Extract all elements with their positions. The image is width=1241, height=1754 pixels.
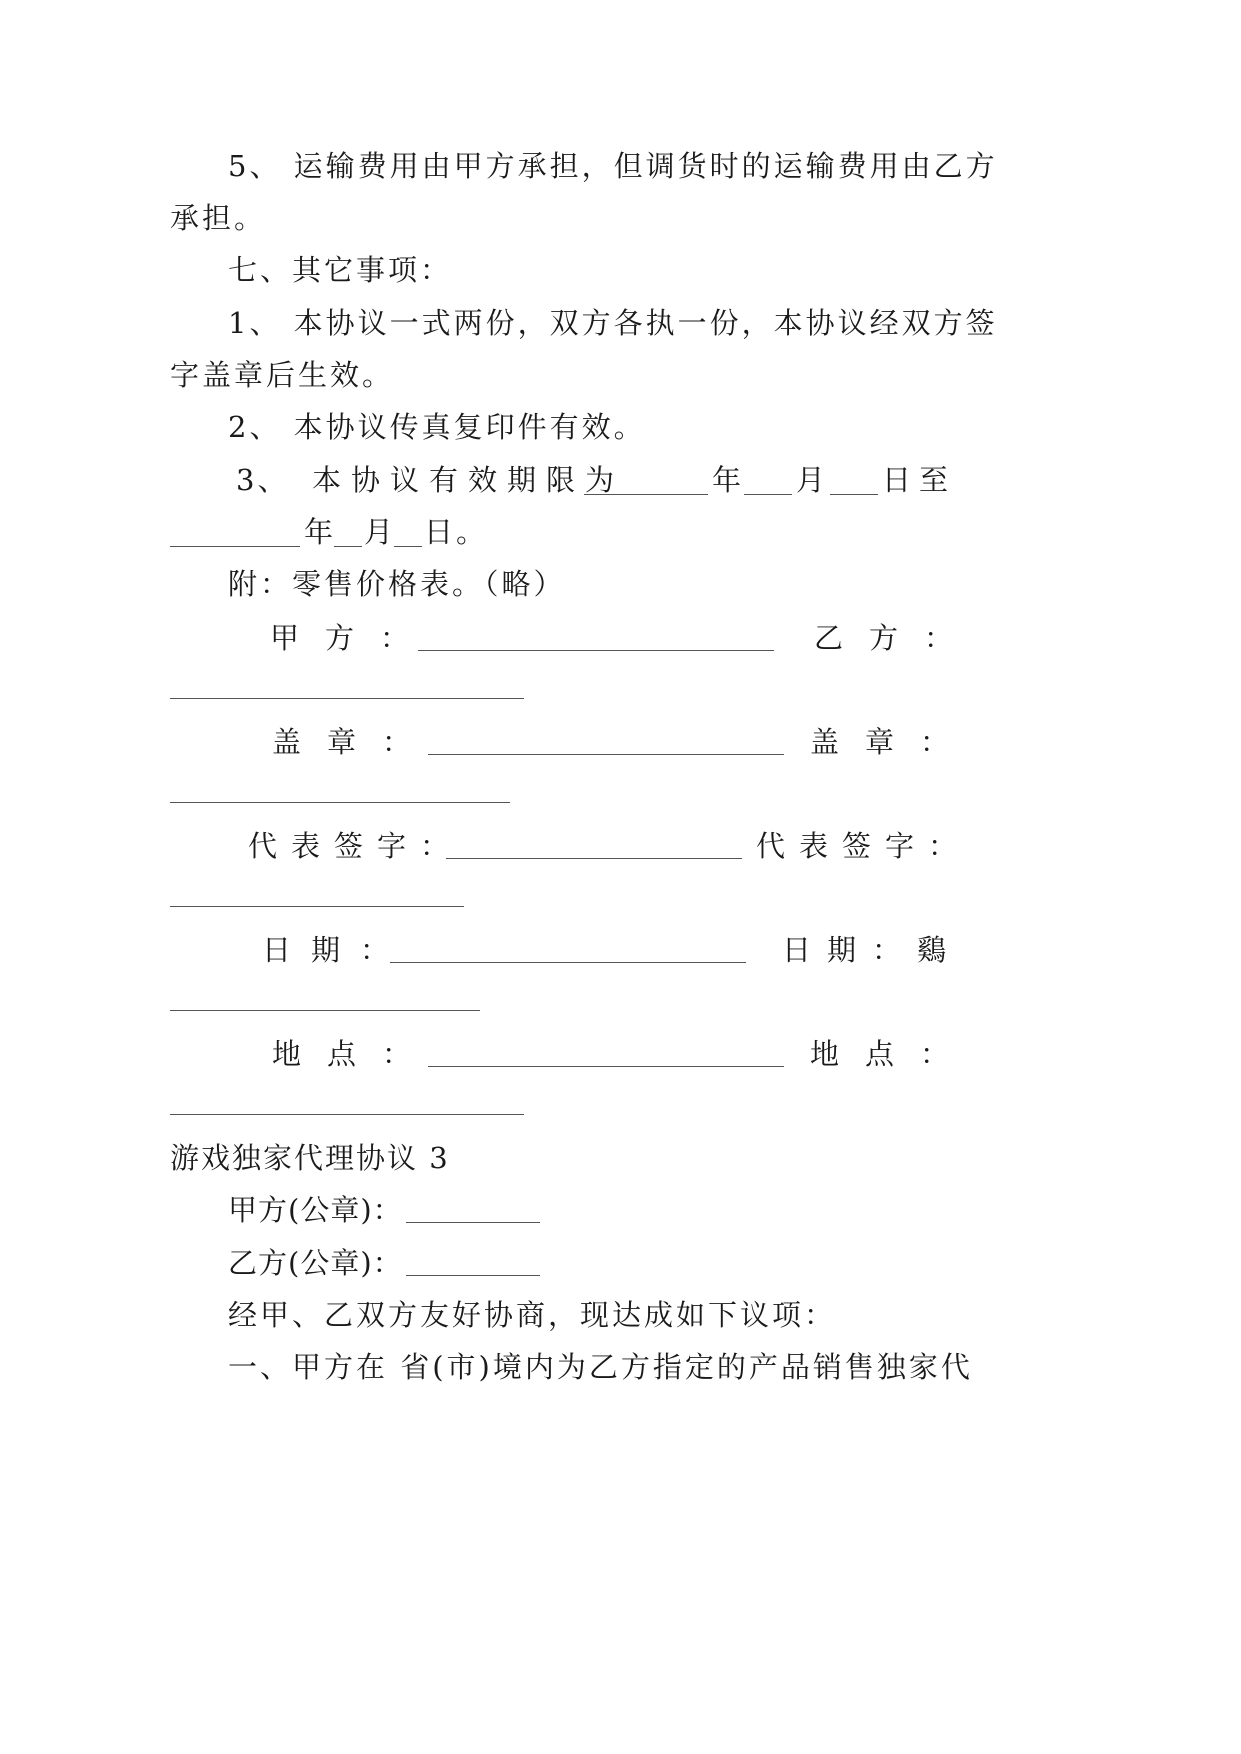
date-a-label: 日期： [262,933,410,967]
blank-day-start [830,494,878,495]
party-b-seal-line: 乙方(公章)： [228,1246,403,1280]
place-a-label: 地点： [272,1037,438,1071]
party-b-seal-blank [406,1275,540,1276]
clause-3-month: 月 [796,463,829,497]
clause-3-year-2: 年 [304,515,337,549]
clause-3-number: 3、 [236,463,290,497]
clause-3-day-to: 日至 [882,463,957,497]
blank-month-start [744,494,792,495]
clause-3-text: 本协议有效期限为 [312,463,625,497]
party-a-label: 甲方： [270,621,436,655]
blank-year-start [584,494,708,495]
sig-row-party [0,618,1241,658]
clause-5-line-1: 5、 运输费用由甲方承担，但调货时的运输费用由乙方 [228,149,998,183]
place-b-label: 地点： [810,1037,976,1071]
agreement-3-title: 游戏独家代理协议 3 [170,1141,450,1175]
clause-5-line-2: 承担。 [170,201,267,235]
seal-a-blank [428,754,784,755]
rep-a-blank [446,858,742,859]
blank-month-end [334,546,362,547]
rep-b-label: 代表签字： [756,829,972,863]
clause-one-line: 一、甲方在 省(市)境内为乙方指定的产品销售独家代 [228,1350,973,1384]
blank-day-end [394,546,422,547]
rep-b-blank [170,906,464,907]
date-b-blank [170,1010,480,1011]
seal-b-blank [170,802,510,803]
sig-row-date [0,930,1241,970]
sig-row-rep [0,826,1241,866]
sig-row-seal [0,722,1241,762]
blank-year-end [170,546,300,547]
place-a-blank [428,1066,784,1067]
party-b-blank [170,698,524,699]
date-b-label: 日期：鷄 [782,933,963,967]
seal-a-label: 盖章： [272,725,438,759]
date-a-blank [390,962,746,963]
clause-3-day-2: 日。 [424,515,489,549]
party-a-seal-line: 甲方(公章)： [228,1193,403,1227]
appendix-line: 附：零售价格表。（略） [228,567,566,601]
sig-row-place [0,1034,1241,1074]
party-b-label: 乙方： [814,621,980,655]
rep-a-label: 代表签字： [248,829,464,863]
section-7-heading: 七、其它事项： [228,253,453,287]
party-a-seal-blank [406,1222,540,1223]
party-a-blank [418,650,774,651]
clause-1-line-1: 1、 本协议一式两份，双方各执一份，本协议经双方签 [228,306,998,340]
clause-3-month-2: 月 [364,515,397,549]
consultation-line: 经甲、乙双方友好协商，现达成如下议项： [228,1298,837,1332]
seal-b-label: 盖章： [810,725,976,759]
clause-1-line-2: 字盖章后生效。 [170,358,395,392]
clause-3-year: 年 [712,463,745,497]
place-b-blank [170,1114,524,1115]
clause-2-line: 2、 本协议传真复印件有效。 [228,410,646,444]
